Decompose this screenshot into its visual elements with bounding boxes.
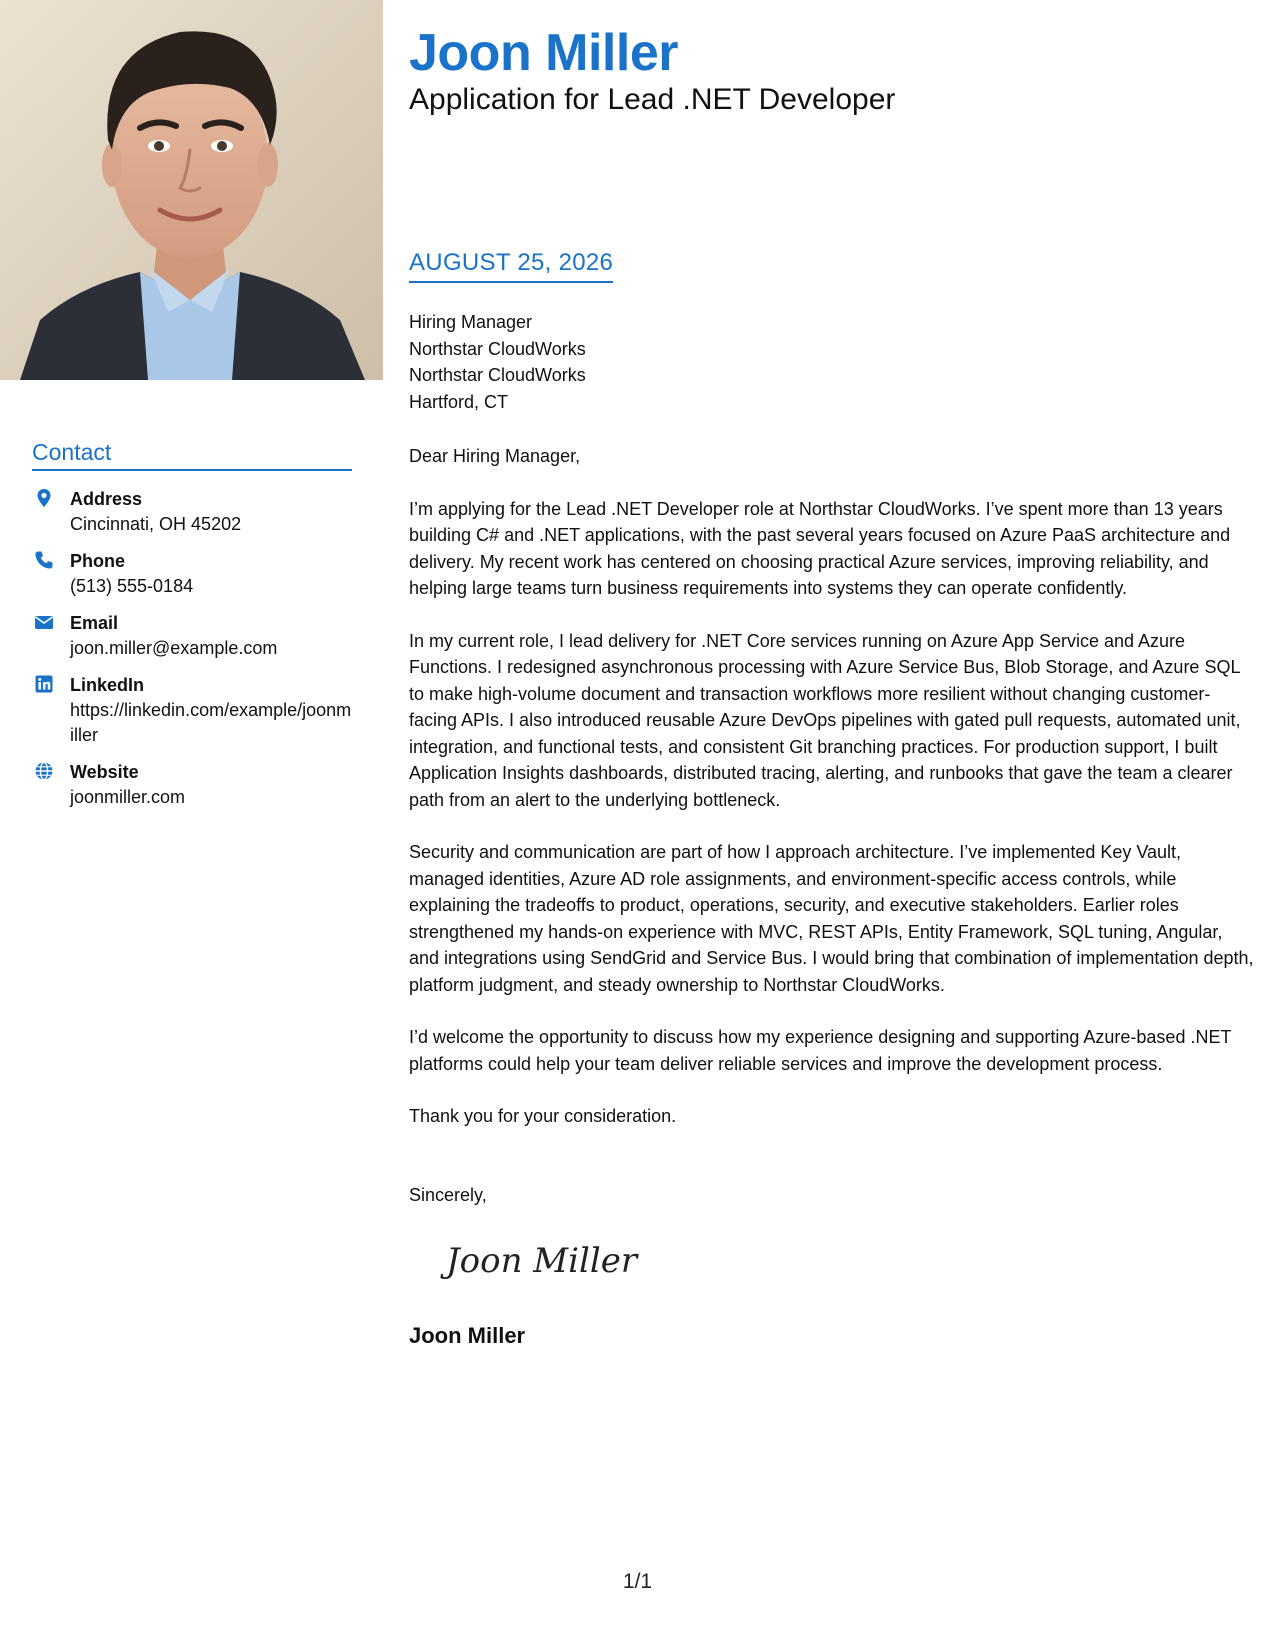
applicant-name: Joon Miller [409, 24, 678, 82]
paragraph: In my current role, I lead delivery for .NET Core services running on Azure App Service and Azure Functions. I redesigned asynchronous processing with Azure Service Bus, Blob Storage, and Azure SQL to make high-volume document and transaction workflows more resilient without changing customer-facing APIs. I also introduced reusable Azure DevOps pipelines with gated pull requests, automated unit, integration, and functional tests, and consistent Git branching practices. For production support, I built Application Insights dashboards, distributed tracing, alerting, and runbooks that gave the team a clearer path from an alert to the underlying bottleneck. [409, 630, 1241, 810]
date-block [409, 248, 613, 283]
linkedin-icon [34, 674, 54, 694]
address-value: Cincinnati, OH 45202 [70, 514, 242, 534]
contact-section [32, 438, 352, 822]
globe-icon [34, 761, 54, 781]
contact-item-phone [32, 549, 352, 599]
website-label: Website [70, 762, 139, 782]
recipient-line: Northstar CloudWorks [409, 338, 586, 359]
letter-body [409, 309, 1254, 1208]
paragraph: I’d welcome the opportunity to discuss how my experience designing and supporting Azure-based .NET platforms could help your team deliver reliable services and improve the development process. [409, 1027, 1232, 1074]
handwritten-signature [440, 1230, 640, 1290]
page-number: 1/1 [622, 1570, 653, 1593]
email-link[interactable]: joon.miller@example.com [70, 638, 278, 658]
closing: Sincerely, [409, 1184, 487, 1205]
recipient-address [409, 309, 1254, 415]
phone-value[interactable]: (513) 555-0184 [70, 576, 194, 596]
letter-date: AUGUST 25, 2026 [409, 248, 613, 283]
contact-item-email [32, 611, 352, 661]
recipient-line: Northstar CloudWorks [409, 365, 586, 385]
recipient-line: Hiring Manager [409, 312, 533, 332]
signature-text: Joon Miller [446, 1241, 638, 1281]
recipient-line: Hartford, CT [409, 391, 509, 412]
profile-photo [0, 0, 383, 380]
address-label: Address [70, 489, 143, 509]
portrait-illustration [0, 0, 383, 380]
contact-heading: Contact [32, 438, 352, 471]
paragraph: Thank you for your consideration. [409, 1106, 677, 1126]
website-link[interactable]: joonmiller.com [70, 787, 186, 807]
paragraph: I’m applying for the Lead .NET Developer role at Northstar CloudWorks. I’ve spent more than 13 years building C# and .NET applications, with the past several years focused on Azure PaaS architecture and delivery. My recent work has centered on choosing practical Azure services, improving reliability, and helping large teams turn business requirements into systems they can operate confidently. [409, 498, 1231, 598]
letter-header [409, 22, 1254, 118]
phone-label: Phone [70, 551, 126, 571]
signer-name: Joon Miller [409, 1323, 526, 1348]
application-subtitle: Application for Lead .NET Developer [409, 83, 896, 116]
salutation: Dear Hiring Manager, [409, 446, 581, 466]
email-label: Email [70, 613, 119, 633]
phone-icon [34, 550, 54, 570]
contact-item-address [32, 487, 352, 537]
paragraph: Security and communication are part of how I approach architecture. I’ve implemented Key Vault, managed identities, Azure AD role assignments, and environment-specific access controls, while explaining the tradeoffs to product, operations, security, and executive stakeholders. Earlier roles strengthened my hands-on experience with MVC, REST APIs, Entity Framework, SQL tuning, Angular, and integrations using SendGrid and Service Bus. I would bring that combination of implementation depth, platform judgment, and steady ownership to Northstar CloudWorks. [409, 842, 1254, 995]
contact-item-linkedin [32, 673, 352, 748]
linkedin-link[interactable]: https://linkedin.com/example/joonmiller [70, 700, 352, 745]
envelope-icon [34, 612, 54, 632]
contact-item-website [32, 760, 352, 810]
location-pin-icon [34, 488, 54, 508]
linkedin-label: LinkedIn [70, 675, 145, 695]
